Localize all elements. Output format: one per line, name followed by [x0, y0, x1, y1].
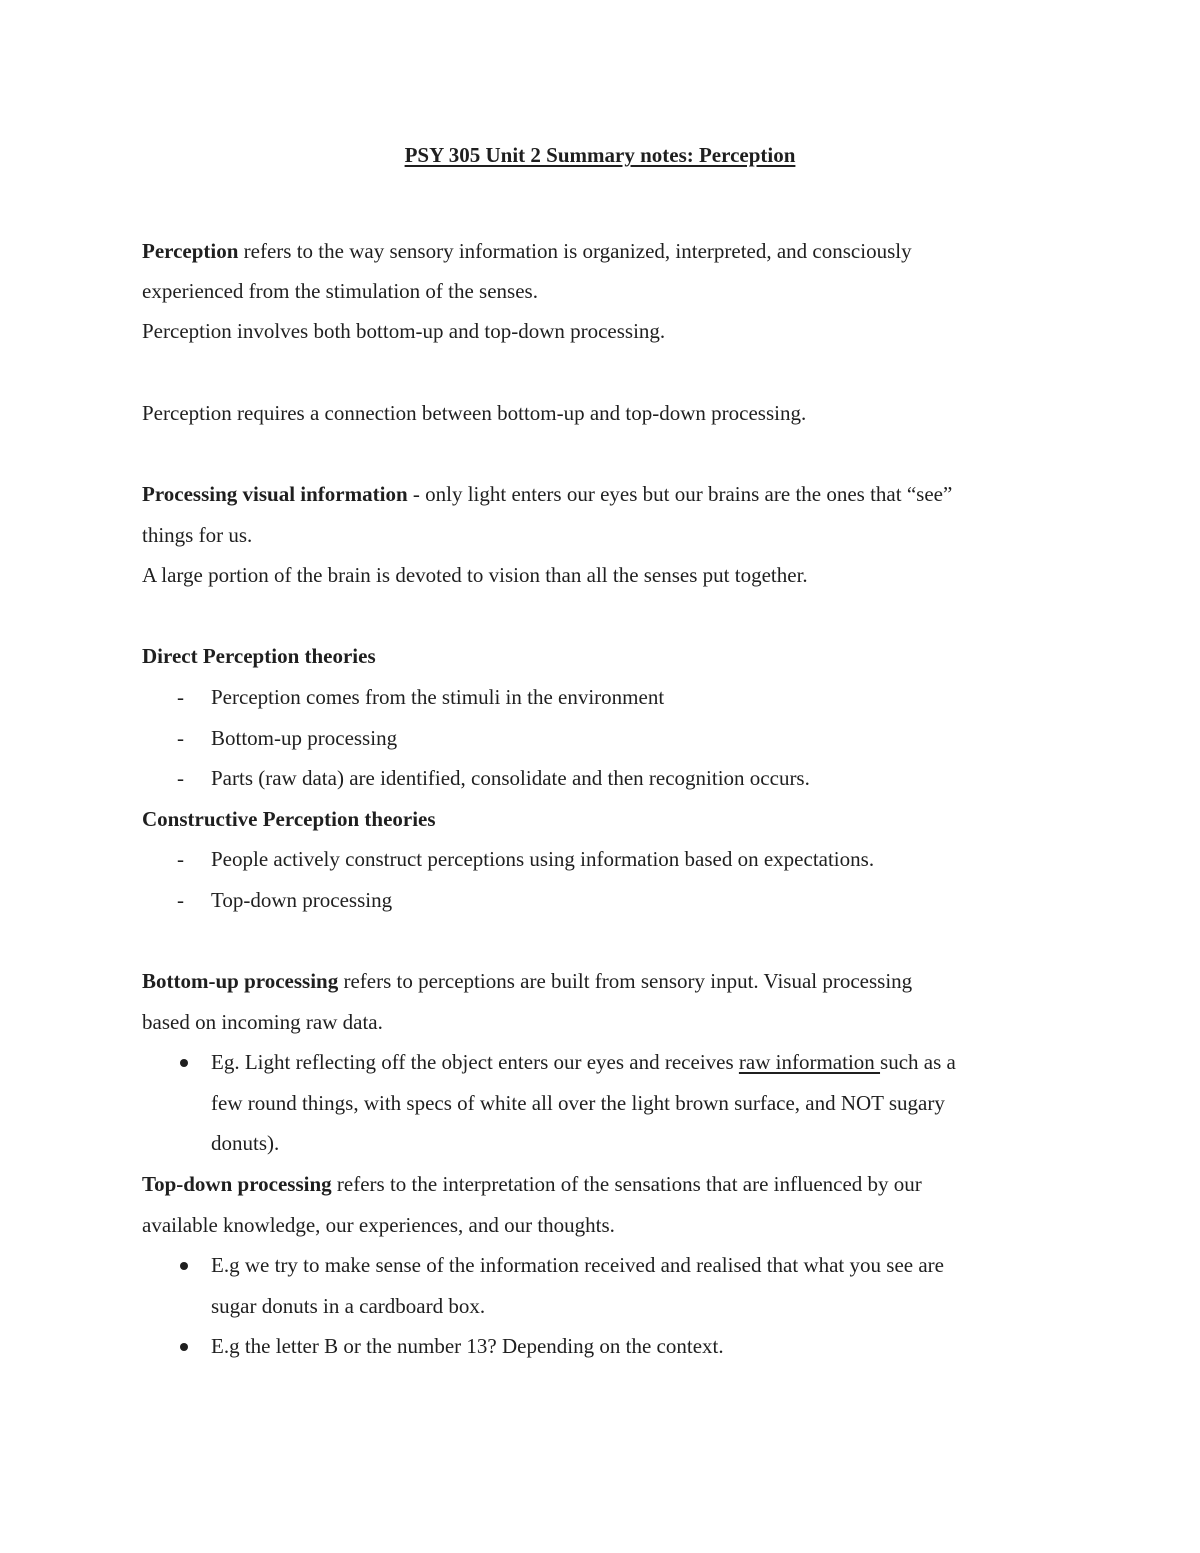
example-text: Eg. Light reflecting off the object enters our eyes and receives — [211, 1050, 739, 1074]
constructive-item: Top-down processing — [211, 888, 393, 912]
bullet-icon — [180, 1262, 188, 1270]
bottom-up-example-line-2: few round things, with specs of white all over the light brown surface, and NOT sugary — [211, 1091, 945, 1115]
page-title: PSY 305 Unit 2 Summary notes: Perception — [404, 143, 796, 167]
visual-line-1-text: - only light enters our eyes but our brains are the ones that “see” — [407, 482, 953, 506]
direct-item: Perception comes from the stimuli in the environment — [211, 685, 665, 709]
intro-line-1 — [142, 238, 912, 264]
perception-term: Perception — [142, 239, 239, 263]
direct-item: Bottom-up processing — [211, 726, 398, 750]
direct-item: Parts (raw data) are identified, consolidate and then recognition occurs. — [211, 766, 810, 790]
top-down-example-1-line-2: sugar donuts in a cardboard box. — [211, 1294, 486, 1318]
dash-marker: - — [177, 726, 184, 750]
constructive-item: People actively construct perceptions using information based on expectations. — [211, 847, 875, 871]
dash-marker: - — [177, 766, 184, 790]
example-text: such as a — [880, 1050, 956, 1074]
visual-term: Processing visual information — [142, 482, 408, 506]
bottom-up-example-line-1 — [211, 1049, 956, 1075]
bottom-up-line-1 — [142, 968, 912, 994]
direct-heading: Direct Perception theories — [142, 644, 376, 668]
top-down-term: Top-down processing — [142, 1172, 332, 1196]
visual-line-2: things for us. — [142, 523, 253, 547]
intro-line-2: experienced from the stimulation of the senses. — [142, 279, 538, 303]
constructive-heading: Constructive Perception theories — [142, 807, 436, 831]
visual-line-1 — [142, 481, 952, 507]
bullet-icon — [180, 1059, 188, 1067]
bullet-icon — [180, 1343, 188, 1351]
top-down-example-1-line-1: E.g we try to make sense of the information received and realised that what you see are — [211, 1253, 944, 1277]
intro-line-3: Perception involves both bottom-up and top-down processing. — [142, 319, 666, 343]
top-down-line-1 — [142, 1171, 922, 1197]
bottom-up-term: Bottom-up processing — [142, 969, 339, 993]
bottom-up-example-line-3: donuts). — [211, 1131, 280, 1155]
raw-information-underlined: raw information — [738, 1050, 881, 1074]
dash-marker: - — [177, 888, 184, 912]
bottom-up-line-2: based on incoming raw data. — [142, 1010, 383, 1034]
intro-line-1-text: refers to the way sensory information is organized, interpreted, and consciously — [238, 239, 912, 263]
dash-marker: - — [177, 847, 184, 871]
intro-line-4: Perception requires a connection between bottom-up and top-down processing. — [142, 401, 807, 425]
top-down-example-2: E.g the letter B or the number 13? Depending on the context. — [211, 1334, 724, 1358]
top-down-line-2: available knowledge, our experiences, and our thoughts. — [142, 1213, 615, 1237]
dash-marker: - — [177, 685, 184, 709]
bottom-up-line-1-text: refers to perceptions are built from sensory input. Visual processing — [338, 969, 913, 993]
top-down-line-1-text: refers to the interpretation of the sensations that are influenced by our — [331, 1172, 922, 1196]
visual-line-3: A large portion of the brain is devoted to vision than all the senses put together. — [142, 563, 808, 587]
